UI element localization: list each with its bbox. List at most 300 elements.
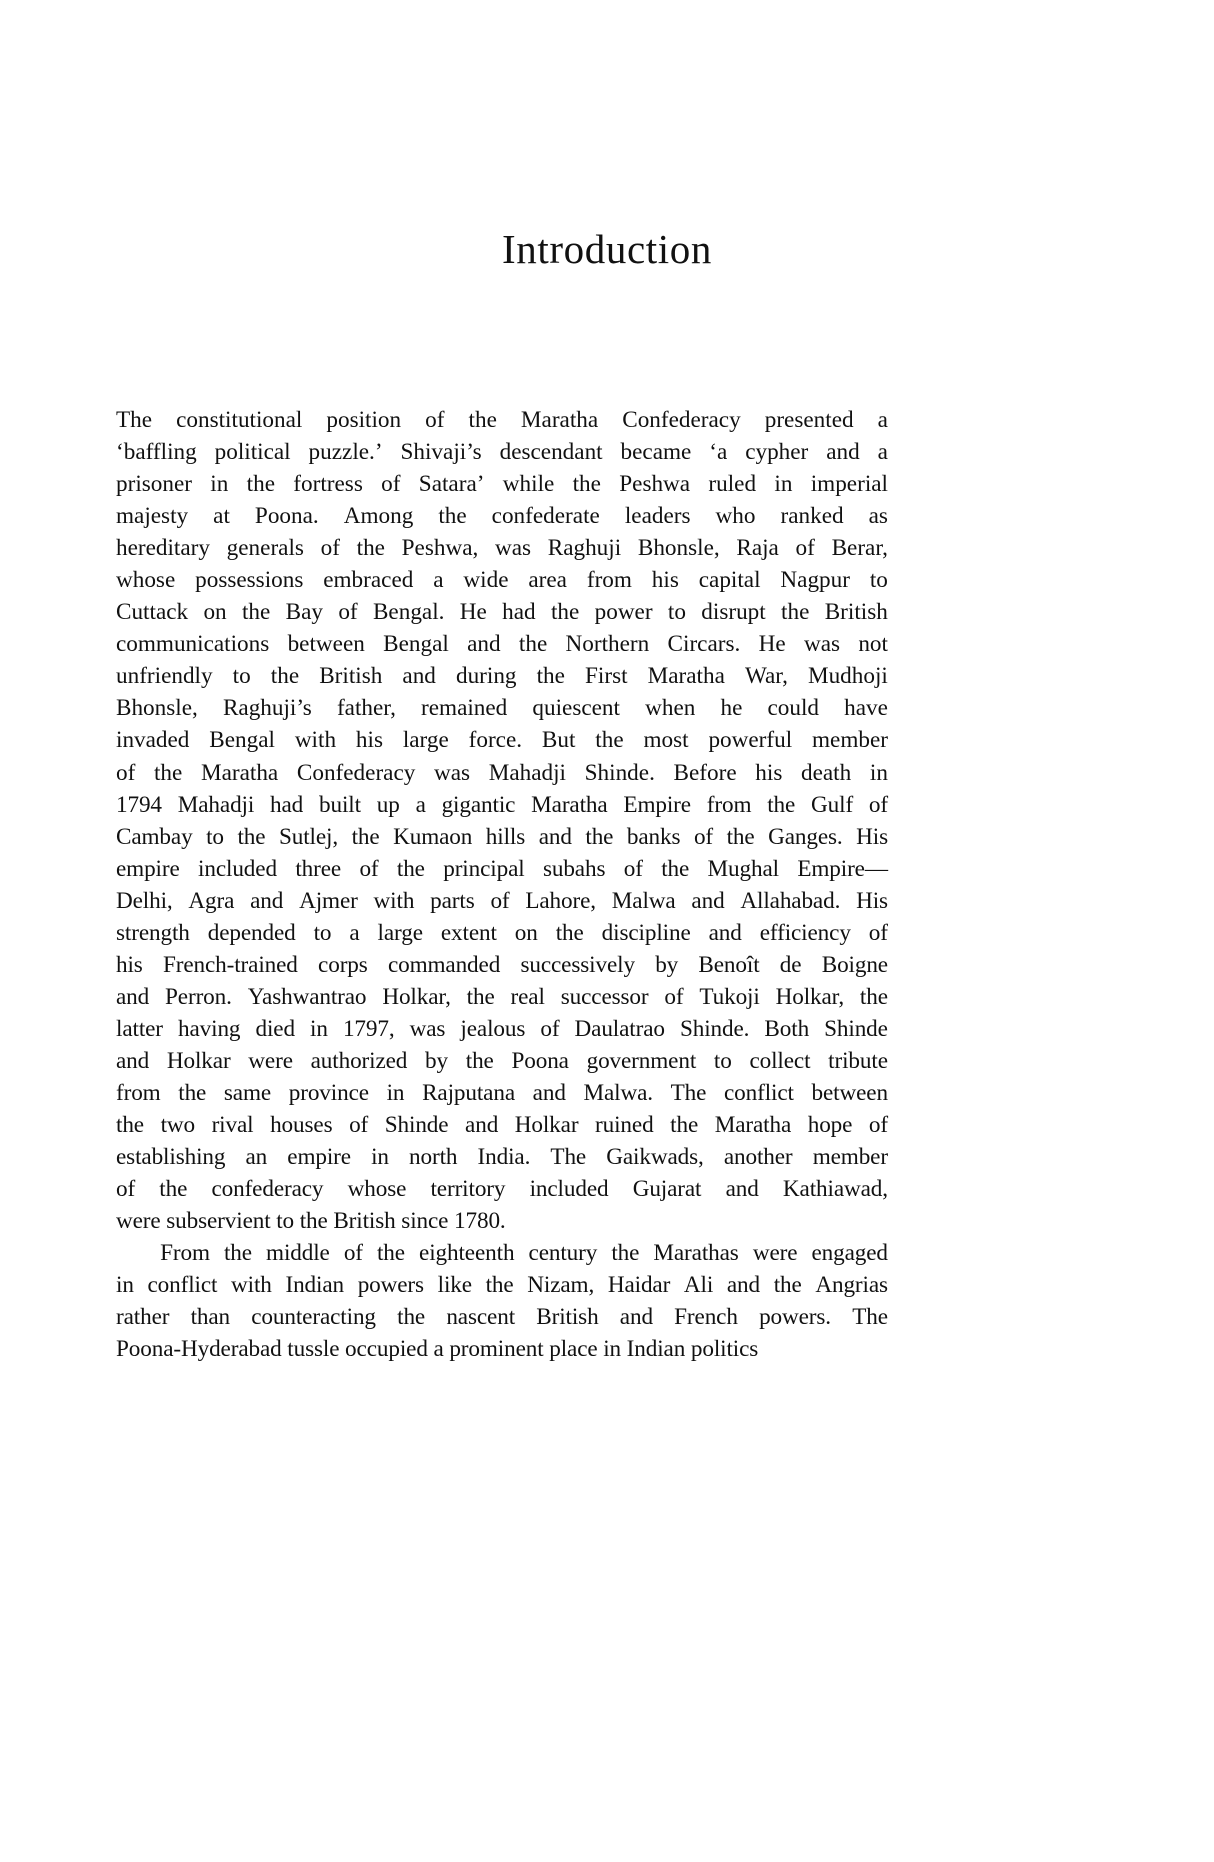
text-word: The <box>670 1079 707 1106</box>
text-word: Perron. <box>165 983 232 1010</box>
text-word: force. <box>468 727 523 754</box>
text-word: his <box>651 567 679 594</box>
text-word: prisoner <box>116 471 192 498</box>
text-word: Poona. <box>254 503 319 530</box>
text-word: to <box>713 1047 732 1074</box>
text-word: Holkar, <box>775 983 845 1010</box>
text-word: hills <box>485 823 526 850</box>
text-word: was <box>803 631 841 658</box>
text-word: and <box>826 439 860 466</box>
text-word: Nizam, <box>527 1272 595 1299</box>
text-word: and <box>532 1079 566 1106</box>
text-word: Maratha <box>647 663 725 690</box>
text-word: century <box>528 1240 598 1267</box>
text-word: the <box>773 1272 802 1299</box>
text-word: real <box>510 983 545 1010</box>
text-word: the <box>396 855 425 882</box>
text-word: the <box>536 663 565 690</box>
text-word: wide <box>463 567 509 594</box>
text-word: to <box>667 599 686 626</box>
text-word: ruined <box>595 1112 654 1139</box>
text-word: of <box>795 535 815 562</box>
text-word: of <box>349 1112 369 1139</box>
text-word: the <box>572 471 601 498</box>
text-word: the <box>585 823 614 850</box>
text-word: Ali <box>683 1272 714 1299</box>
text-word: whose <box>347 1176 407 1203</box>
text-word: the <box>611 1240 640 1267</box>
text-word: between <box>811 1079 888 1106</box>
text-word: Maratha <box>714 1112 792 1139</box>
text-word: when <box>645 695 696 722</box>
text-word: successively <box>520 951 635 978</box>
text-word: cypher <box>745 439 809 466</box>
text-word: the <box>518 631 548 658</box>
text-word: than <box>190 1304 231 1331</box>
text-line <box>116 628 888 660</box>
text-word: Satara’ <box>418 471 485 498</box>
text-word: embraced <box>323 567 414 594</box>
text-word: with <box>294 727 337 754</box>
text-word: Boigne <box>821 951 888 978</box>
text-line <box>116 1045 888 1077</box>
text-word: gigantic <box>441 791 516 818</box>
text-word: Peshwa, <box>401 535 479 562</box>
text-word: conflict <box>723 1079 794 1106</box>
text-word: confederacy <box>211 1176 324 1203</box>
text-word: Malwa <box>611 887 676 914</box>
text-line <box>116 1109 888 1141</box>
text-word: Raja <box>736 535 779 562</box>
text-word: 1797, <box>342 1015 395 1042</box>
text-word: He <box>459 599 487 626</box>
text-word: not <box>858 631 888 658</box>
text-word: Holkar <box>514 1112 579 1139</box>
text-word: powers. <box>759 1304 831 1331</box>
text-word: Gaikwads, <box>606 1144 704 1171</box>
text-word: Daulatrao <box>574 1015 665 1042</box>
text-word: the <box>178 1079 207 1106</box>
text-word: same <box>223 1079 272 1106</box>
text-word: British <box>319 663 383 690</box>
text-word: and <box>467 631 501 658</box>
text-line: Poona-Hyderabad tussle occupied a prominent place in Indian politics <box>116 1336 759 1363</box>
text-word: Gulf <box>811 791 854 818</box>
text-line <box>116 1237 888 1269</box>
text-word: had <box>502 599 536 626</box>
text-word: Confederacy <box>622 407 741 433</box>
text-word: Mahadji <box>488 759 566 786</box>
text-word: in <box>310 1015 328 1042</box>
text-word: Shivaji’s <box>400 439 482 466</box>
text-line <box>116 724 888 756</box>
text-word: and <box>465 1112 499 1139</box>
text-word: engaged <box>811 1240 888 1267</box>
text-word: Angrias <box>815 1272 888 1299</box>
text-word: Mudhoji <box>807 663 888 690</box>
text-line <box>116 757 888 789</box>
text-word: invaded <box>116 727 190 754</box>
text-word: included <box>529 1176 609 1203</box>
text-word: member <box>812 1144 888 1171</box>
text-word: commanded <box>387 951 501 978</box>
text-word: as <box>868 503 888 530</box>
text-word: parts <box>430 887 475 914</box>
text-word: of <box>868 791 888 818</box>
text-line <box>116 917 888 949</box>
text-word: Bengal. <box>372 599 445 626</box>
text-word: latter <box>116 1015 163 1042</box>
text-word: Allahabad. <box>740 887 841 914</box>
text-word: de <box>779 951 802 978</box>
text-word: in <box>774 471 793 498</box>
text-word: Before <box>673 759 737 786</box>
text-word: establishing <box>116 1144 226 1171</box>
text-word: between <box>287 631 365 658</box>
text-word: War, <box>744 663 788 690</box>
text-line <box>116 789 888 821</box>
text-line <box>116 436 888 468</box>
text-word: was <box>409 1015 446 1042</box>
text-word: powerful <box>708 727 793 754</box>
text-word: large <box>402 727 449 754</box>
text-word: Maratha <box>531 791 608 818</box>
text-word: Shinde. <box>584 759 655 786</box>
text-line <box>116 885 888 917</box>
text-word: in <box>371 1144 389 1171</box>
text-word: and <box>116 1047 150 1074</box>
text-line <box>116 1141 888 1173</box>
text-word: hope <box>807 1112 853 1139</box>
text-word: Shinde. <box>679 1015 750 1042</box>
text-word: Haidar <box>607 1272 671 1299</box>
text-word: Ajmer <box>299 887 358 914</box>
text-word: the <box>241 599 271 626</box>
text-word: his <box>116 951 143 978</box>
text-word: Marathas <box>653 1240 739 1267</box>
text-word: Empire <box>623 791 691 818</box>
text-word: Confederacy <box>296 759 416 786</box>
text-word: of <box>343 1240 363 1267</box>
text-word: the <box>397 1304 426 1331</box>
text-word: and <box>708 919 742 946</box>
text-word: while <box>502 471 555 498</box>
text-word: Both <box>764 1015 810 1042</box>
text-word: to <box>232 663 251 690</box>
text-word: quiescent <box>532 695 620 722</box>
text-word: of <box>381 471 401 498</box>
text-line <box>116 1013 888 1045</box>
text-word: Mughal <box>707 855 779 882</box>
text-word: Raghuji <box>547 535 622 562</box>
text-word: Poona <box>511 1047 569 1074</box>
text-word: during <box>455 663 517 690</box>
text-word: and <box>725 1176 759 1203</box>
text-word: in <box>116 1272 134 1299</box>
text-word: and <box>538 823 572 850</box>
text-word: Northern <box>565 631 650 658</box>
text-word: descendant <box>499 439 603 466</box>
text-word: having <box>178 1015 241 1042</box>
text-word: puzzle.’ <box>308 439 383 466</box>
text-word: nascent <box>446 1304 516 1331</box>
text-word: ‘baffling <box>116 439 197 466</box>
page-title: Introduction <box>502 226 712 273</box>
text-word: from <box>586 567 632 594</box>
text-word: in <box>210 471 229 498</box>
text-word: Ganges. <box>768 823 843 850</box>
text-line <box>116 468 888 500</box>
text-word: Bay <box>285 599 323 626</box>
text-line <box>116 853 888 885</box>
text-word: the <box>468 407 497 433</box>
text-word: the <box>237 823 266 850</box>
text-line <box>116 1173 888 1205</box>
text-word: ruled <box>708 471 757 498</box>
text-word: in <box>869 759 888 786</box>
text-word: three <box>295 855 342 882</box>
text-word: and <box>402 663 436 690</box>
text-word: was <box>494 535 532 562</box>
text-word: jealous <box>460 1015 526 1042</box>
text-word: Agra <box>188 887 235 914</box>
text-word: of <box>116 759 136 786</box>
text-word: he <box>720 695 743 722</box>
text-word: eighteenth <box>419 1240 515 1267</box>
text-word: by <box>655 951 679 978</box>
text-word: successor <box>560 983 649 1010</box>
text-word: of <box>116 1176 136 1203</box>
text-word: fortress <box>293 471 363 498</box>
text-word: of <box>664 983 684 1010</box>
text-word: banks <box>626 823 681 850</box>
text-word: of <box>693 823 714 850</box>
text-word: Yashwantrao <box>247 983 367 1010</box>
text-word: to <box>313 919 332 946</box>
text-word: Sutlej, <box>278 823 339 850</box>
text-word: Tukoji <box>699 983 760 1010</box>
text-word: the <box>595 727 624 754</box>
text-word: Empire— <box>797 855 888 882</box>
text-word: The <box>550 1144 587 1171</box>
text-word: of <box>338 599 358 626</box>
text-word: constitutional <box>176 407 303 433</box>
text-word: Bengal <box>209 727 275 754</box>
text-line <box>116 1077 888 1109</box>
text-word: up <box>376 791 400 818</box>
text-word: Rajputana <box>422 1079 515 1106</box>
text-word: the <box>555 919 584 946</box>
text-word: subahs <box>542 855 606 882</box>
text-word: the <box>466 983 495 1010</box>
text-word: large <box>377 919 423 946</box>
text-word: Nagpur <box>780 567 850 594</box>
text-word: Gujarat <box>632 1176 702 1203</box>
text-word: and <box>250 887 284 914</box>
text-word: the <box>356 535 385 562</box>
text-word: on <box>514 919 538 946</box>
text-word: generals <box>226 535 304 562</box>
text-word: Cambay <box>116 823 193 850</box>
text-word: confederate <box>491 503 600 530</box>
text-word: included <box>198 855 277 882</box>
text-word: a <box>877 407 888 433</box>
text-word: Holkar, <box>382 983 451 1010</box>
paragraph-indent <box>116 1237 146 1269</box>
text-word: his <box>755 759 783 786</box>
text-word: presented <box>764 407 854 433</box>
text-word: from <box>116 1079 161 1106</box>
text-word: Shinde <box>384 1112 449 1139</box>
text-word: were <box>248 1047 293 1074</box>
text-line <box>116 981 888 1013</box>
text-word: to <box>206 823 224 850</box>
text-word: power <box>594 599 653 626</box>
text-word: with <box>373 887 415 914</box>
text-word: Kathiawad, <box>782 1176 888 1203</box>
text-word: Peshwa <box>619 471 691 498</box>
text-word: to <box>869 567 888 594</box>
text-word: discipline <box>601 919 691 946</box>
text-word: corps <box>318 951 368 978</box>
text-word: Mahadji <box>177 791 255 818</box>
text-word: and <box>619 1304 653 1331</box>
text-line <box>116 660 888 692</box>
text-word: communications <box>116 631 270 658</box>
text-word: But <box>541 727 576 754</box>
text-word: a <box>415 791 426 818</box>
text-word: had <box>270 791 304 818</box>
text-word: built <box>319 791 361 818</box>
text-word: leaders <box>624 503 691 530</box>
text-word: The <box>852 1304 888 1331</box>
text-word: the <box>485 1272 514 1299</box>
text-word: Raghuji’s <box>222 695 312 722</box>
text-word: Delhi, <box>116 887 173 914</box>
text-word: the <box>550 599 580 626</box>
text-word: the <box>246 471 275 498</box>
text-word: in <box>386 1079 405 1106</box>
text-word: a <box>877 439 888 466</box>
text-word: the <box>376 1240 405 1267</box>
text-word: India. <box>477 1144 531 1171</box>
text-word: the <box>270 663 300 690</box>
text-word: territory <box>430 1176 506 1203</box>
text-word: the <box>767 791 796 818</box>
text-word: a <box>433 567 444 594</box>
text-word: He <box>758 631 786 658</box>
text-word: hereditary <box>116 535 210 562</box>
text-line <box>116 500 888 532</box>
text-word: the <box>223 1240 252 1267</box>
text-word: the <box>670 1112 699 1139</box>
text-word: extent <box>440 919 497 946</box>
text-word: Among <box>343 503 414 530</box>
text-line <box>116 596 888 628</box>
text-word: efficiency <box>759 919 851 946</box>
text-word: from <box>706 791 752 818</box>
paragraph-1 <box>116 404 888 1237</box>
text-word: 1794 <box>116 791 162 818</box>
text-line <box>116 564 888 596</box>
text-word: have <box>844 695 888 722</box>
text-line: were subservient to the British since 1780. <box>116 1208 506 1235</box>
text-word: British <box>824 599 888 626</box>
text-word: Bhonsle, <box>116 695 198 722</box>
text-word: capital <box>698 567 761 594</box>
text-word: of <box>623 855 643 882</box>
text-word: most <box>643 727 689 754</box>
text-word: collect <box>749 1047 811 1074</box>
text-word: by <box>425 1047 448 1074</box>
text-word: death <box>801 759 852 786</box>
text-word: From <box>160 1240 210 1267</box>
text-word: counteracting <box>251 1304 376 1331</box>
text-word: and <box>726 1272 760 1299</box>
text-word: the <box>116 1112 144 1139</box>
text-word: of <box>359 855 379 882</box>
text-word: depended <box>207 919 296 946</box>
text-word: imperial <box>810 471 888 498</box>
text-word: Holkar <box>166 1047 231 1074</box>
text-word: strength <box>116 919 190 946</box>
text-word: French <box>674 1304 738 1331</box>
text-word: the <box>661 855 690 882</box>
text-word: houses <box>270 1112 333 1139</box>
text-word: position <box>326 407 402 433</box>
text-word: of <box>425 407 445 433</box>
text-word: ranked <box>780 503 844 530</box>
text-word: with <box>231 1272 272 1299</box>
text-word: and <box>691 887 725 914</box>
text-word: north <box>409 1144 458 1171</box>
text-word: the <box>159 1176 188 1203</box>
text-word: authorized <box>310 1047 408 1074</box>
text-word: principal <box>443 855 525 882</box>
text-word: empire <box>287 1144 351 1171</box>
text-word: powers <box>357 1272 424 1299</box>
body-text-block <box>116 404 888 1365</box>
text-word: First <box>585 663 628 690</box>
text-word: on <box>203 599 227 626</box>
text-word: the <box>781 599 810 626</box>
text-word: his <box>355 727 383 754</box>
text-word: the <box>153 759 183 786</box>
text-word: whose <box>116 567 176 594</box>
text-line <box>116 692 888 724</box>
text-word: of <box>868 919 888 946</box>
text-word: of <box>868 1112 888 1139</box>
text-word: government <box>586 1047 697 1074</box>
text-word: Indian <box>285 1272 344 1299</box>
text-word: Lahore, <box>525 887 596 914</box>
text-word: at <box>213 503 230 530</box>
text-word: was <box>434 759 471 786</box>
text-word: a <box>349 919 360 946</box>
text-word: political <box>214 439 291 466</box>
text-word: empire <box>116 855 180 882</box>
text-word: rival <box>211 1112 254 1139</box>
paragraph-2 <box>116 1237 888 1365</box>
text-word: Bhonsle, <box>637 535 720 562</box>
text-word: could <box>767 695 819 722</box>
text-line <box>116 404 888 436</box>
text-word: Benoît <box>698 951 760 978</box>
text-word: two <box>160 1112 195 1139</box>
text-word: the <box>465 1047 494 1074</box>
text-word: unfriendly <box>116 663 213 690</box>
text-word: the <box>351 823 380 850</box>
